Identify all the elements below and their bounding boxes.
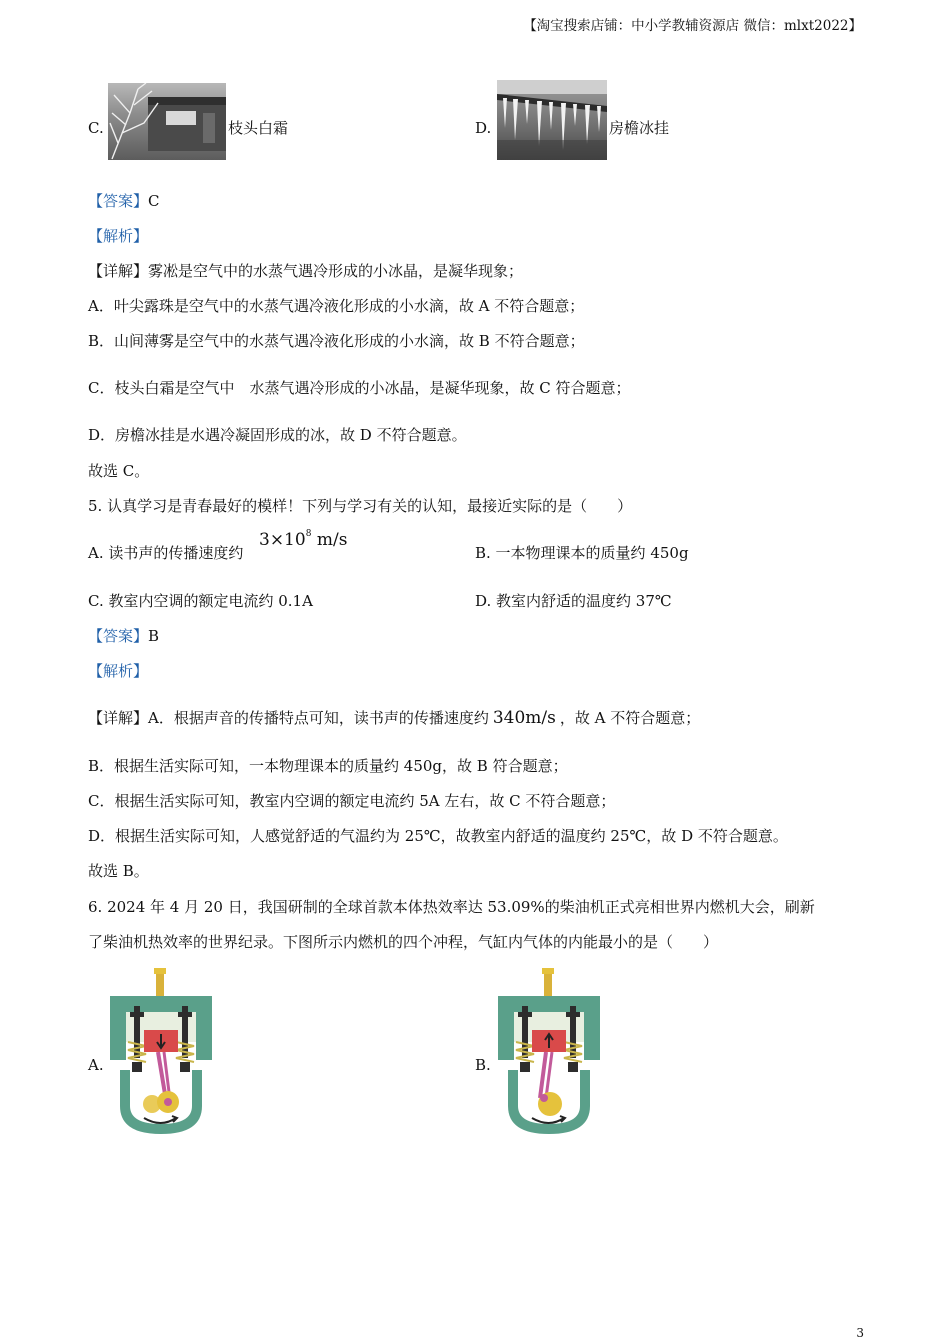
- q5-option-a-formula: [259, 530, 347, 550]
- q4-option-c-text: 枝头白霜: [228, 119, 289, 137]
- page-number: 3: [856, 1326, 864, 1340]
- eave-icicle-image: [497, 80, 607, 160]
- page-header: 【淘宝搜索店铺：中小学教辅资源店 微信：mlxt2022】: [523, 18, 862, 34]
- answer-value: C: [148, 192, 160, 210]
- q5-analysis-tag: 【解析】: [88, 662, 149, 680]
- detail-a-post: ，故 A 不符合题意；: [559, 709, 701, 727]
- q5-detail-c: C．根据生活实际可知，教室内空调的额定电流约 5A 左右，故 C 不符合题意；: [88, 792, 616, 810]
- q5-detail-d: D．根据生活实际可知，人感觉舒适的气温约为 25℃，故教室内舒适的温度约 25℃，故 D 不符合题意。: [88, 827, 788, 845]
- answer-tag: 【答案】: [88, 192, 149, 210]
- engine-diagram-b: [494, 966, 604, 1142]
- q6-stem-line1: 6. 2024 年 4 月 20 日，我国研制的全球首款本体热效率达 53.09%的柴油机正式亮相世界内燃机大会，刷新: [88, 898, 815, 916]
- answer-value: B: [148, 627, 160, 645]
- frost-branch-image: [108, 83, 226, 160]
- q4-option-c-label: C.: [88, 119, 104, 137]
- q4-conclusion: 故选 C。: [88, 462, 150, 480]
- detail-a-pre: A．根据声音的传播特点可知，读书声的传播速度约: [148, 709, 489, 727]
- q5-stem: 5. 认真学习是青春最好的模样！下列与学习有关的认知，最接近实际的是（ ）: [88, 497, 633, 515]
- q5-option-d: D. 教室内舒适的温度约 37℃: [475, 592, 672, 610]
- detail-a-formula: 340m/s: [492, 708, 556, 728]
- q5-option-a: [88, 543, 243, 563]
- q5-conclusion: 故选 B。: [88, 862, 149, 880]
- q4-detail-d: D．房檐冰挂是水遇冷凝固形成的冰，故 D 不符合题意。: [88, 426, 467, 444]
- q6-option-a-label: A.: [88, 1056, 104, 1074]
- option-a-text: A. 读书声的传播速度约: [88, 544, 244, 562]
- detail-tag: 【详解】: [88, 262, 149, 280]
- q6-stem-line2: 了柴油机热效率的世界纪录。下图所示内燃机的四个冲程，气缸内气体的内能最小的是（ ）: [88, 933, 719, 951]
- answer-tag: 【答案】: [88, 627, 149, 645]
- q4-option-d-text: 房檐冰挂: [609, 119, 670, 137]
- q6-option-b-label: B.: [475, 1056, 491, 1074]
- q4-detail-a: A．叶尖露珠是空气中的水蒸气遇冷液化形成的小水滴，故 A 不符合题意；: [88, 297, 585, 315]
- formula-unit: m/s: [311, 530, 348, 550]
- formula-exponent: 8: [305, 529, 312, 540]
- q5-option-c: C. 教室内空调的额定电流约 0.1A: [88, 592, 313, 610]
- q4-detail-intro: [88, 261, 523, 281]
- q4-analysis-tag: 【解析】: [88, 227, 149, 245]
- q5-option-b: B. 一本物理课本的质量约 450g: [475, 544, 689, 562]
- q4-detail-b: B．山间薄雾是空气中的水蒸气遇冷液化形成的小水滴，故 B 不符合题意；: [88, 332, 585, 350]
- q4-detail-c: C．枝头白霜是空气中 水蒸气遇冷形成的小冰晶，是凝华现象，故 C 符合题意；: [88, 379, 631, 397]
- engine-diagram-a: [106, 966, 216, 1142]
- q4-answer: [88, 191, 160, 211]
- formula-base: 3×10: [259, 530, 306, 550]
- q5-detail-b: B．根据生活实际可知，一本物理课本的质量约 450g，故 B 符合题意；: [88, 757, 568, 775]
- q5-answer: [88, 626, 159, 646]
- detail-intro-text: 雾凇是空气中的水蒸气遇冷形成的小冰晶，是凝华现象；: [148, 262, 524, 280]
- q5-detail-a: [88, 708, 700, 728]
- q4-option-d-label: D.: [475, 119, 492, 137]
- detail-tag: 【详解】: [88, 709, 149, 727]
